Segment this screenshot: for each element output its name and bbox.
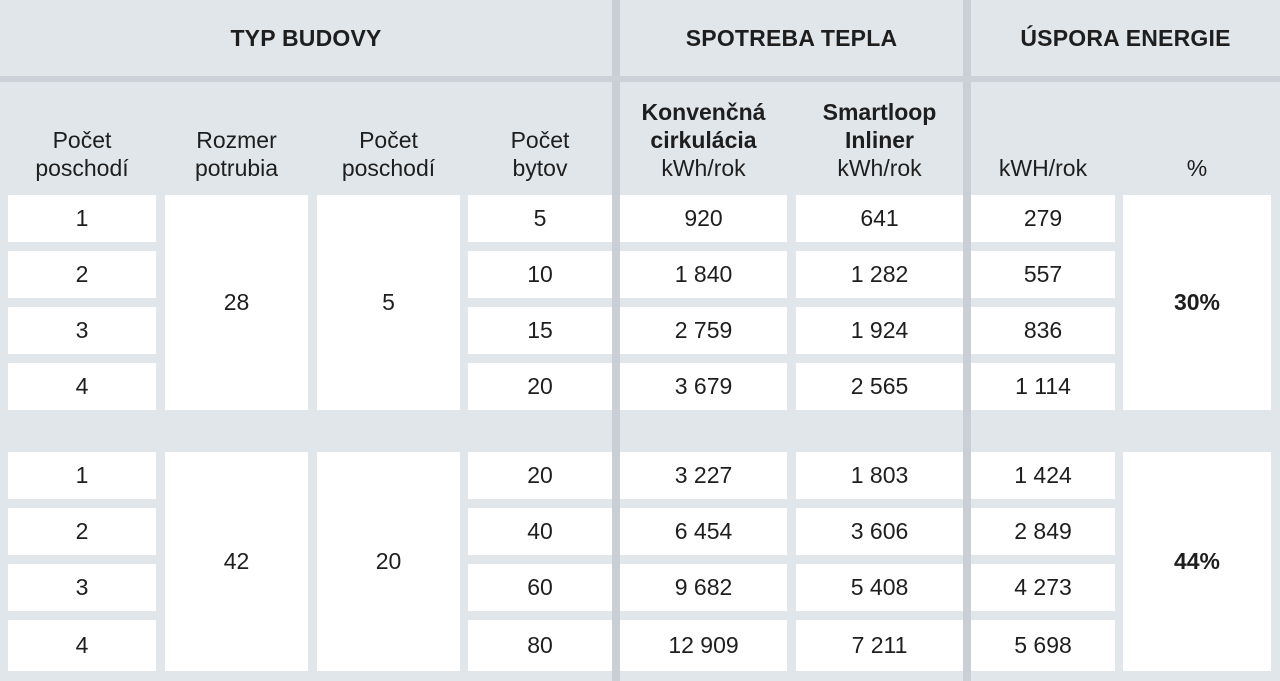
table-cell-percent-merged: 44% (1123, 452, 1271, 671)
table-cell-smartloop: 3 606 (796, 508, 963, 555)
table-cell-rozmer-merged: 42 (165, 452, 308, 671)
table-cell-byty: 60 (468, 564, 612, 611)
table-cell-smartloop: 1 924 (796, 307, 963, 354)
table-cell-konvencna: 3 679 (620, 363, 787, 410)
group-separator-1 (612, 0, 620, 681)
table-cell-uspora: 4 273 (971, 564, 1115, 611)
column-header-rozmer-potrubia (165, 84, 308, 194)
column-header-line: Počet (52, 127, 112, 153)
table-cell-byty: 5 (468, 195, 612, 242)
table-cell-pocet-merged: 5 (317, 195, 460, 410)
column-header-line: bytov (512, 155, 568, 181)
table-cell-uspora: 836 (971, 307, 1115, 354)
column-header-unit: % (1186, 155, 1208, 181)
column-header-line: cirkulácia (650, 127, 757, 153)
column-header-percent (1123, 84, 1271, 194)
table-cell-percent-merged: 30% (1123, 195, 1271, 410)
column-header-line: poschodí (35, 155, 129, 181)
table-cell-byty: 20 (468, 363, 612, 410)
column-header-line: Inliner (844, 127, 914, 153)
column-header-pocet-poschodi (8, 84, 156, 194)
table-cell-smartloop: 7 211 (796, 620, 963, 671)
table-cell-uspora: 279 (971, 195, 1115, 242)
table-cell-poschodi: 4 (8, 620, 156, 671)
column-header-line: Počet (359, 127, 418, 153)
table-cell-byty: 80 (468, 620, 612, 671)
table-cell-rozmer-merged: 28 (165, 195, 308, 410)
column-header-uspora-kwh (971, 84, 1115, 194)
column-header-line: Konvenčná (641, 99, 766, 125)
table-cell-konvencna: 6 454 (620, 508, 787, 555)
column-header-pocet-poschodi-2 (317, 84, 460, 194)
column-header-line: Počet (510, 127, 570, 153)
group-header-uspora-energie: ÚSPORA ENERGIE (1020, 24, 1231, 51)
column-header-line: potrubia (194, 155, 279, 181)
table-cell-poschodi: 1 (8, 195, 156, 242)
group-header-typ-budovy: TYP BUDOVY (230, 24, 382, 51)
table-cell-smartloop: 1 803 (796, 452, 963, 499)
column-header-konvencna-cirkulacia (620, 84, 787, 194)
table-cell-konvencna: 920 (620, 195, 787, 242)
column-header-line: Smartloop (822, 99, 937, 125)
table-cell-konvencna: 2 759 (620, 307, 787, 354)
table-cell-uspora: 557 (971, 251, 1115, 298)
table-cell-smartloop: 5 408 (796, 564, 963, 611)
column-header-line: poschodí (341, 155, 436, 181)
column-header-pocet-bytov (468, 84, 612, 194)
column-header-smartloop-inliner (796, 84, 963, 194)
column-header-line: Rozmer (196, 127, 277, 153)
group-header-spotreba-tepla: SPOTREBA TEPLA (685, 24, 898, 51)
table-cell-byty: 40 (468, 508, 612, 555)
column-header-unit: kWH/rok (998, 155, 1088, 181)
table-cell-byty: 20 (468, 452, 612, 499)
table-cell-byty: 10 (468, 251, 612, 298)
table-cell-poschodi: 4 (8, 363, 156, 410)
column-header-unit: kWh/rok (661, 155, 746, 181)
table-cell-uspora: 1 424 (971, 452, 1115, 499)
table-cell-konvencna: 3 227 (620, 452, 787, 499)
table-cell-poschodi: 2 (8, 508, 156, 555)
table-cell-poschodi: 3 (8, 307, 156, 354)
table-cell-smartloop: 1 282 (796, 251, 963, 298)
table-cell-smartloop: 2 565 (796, 363, 963, 410)
table-cell-konvencna: 1 840 (620, 251, 787, 298)
table-cell-uspora: 5 698 (971, 620, 1115, 671)
table-cell-konvencna: 9 682 (620, 564, 787, 611)
table-cell-konvencna: 12 909 (620, 620, 787, 671)
table-cell-poschodi: 1 (8, 452, 156, 499)
table-cell-uspora: 1 114 (971, 363, 1115, 410)
table-cell-poschodi: 3 (8, 564, 156, 611)
table-cell-pocet-merged: 20 (317, 452, 460, 671)
table-cell-smartloop: 641 (796, 195, 963, 242)
column-header-unit: kWh/rok (837, 155, 922, 181)
table-cell-uspora: 2 849 (971, 508, 1115, 555)
group-separator-2 (963, 0, 971, 681)
header-separator (0, 76, 1280, 82)
table-cell-byty: 15 (468, 307, 612, 354)
table-cell-poschodi: 2 (8, 251, 156, 298)
